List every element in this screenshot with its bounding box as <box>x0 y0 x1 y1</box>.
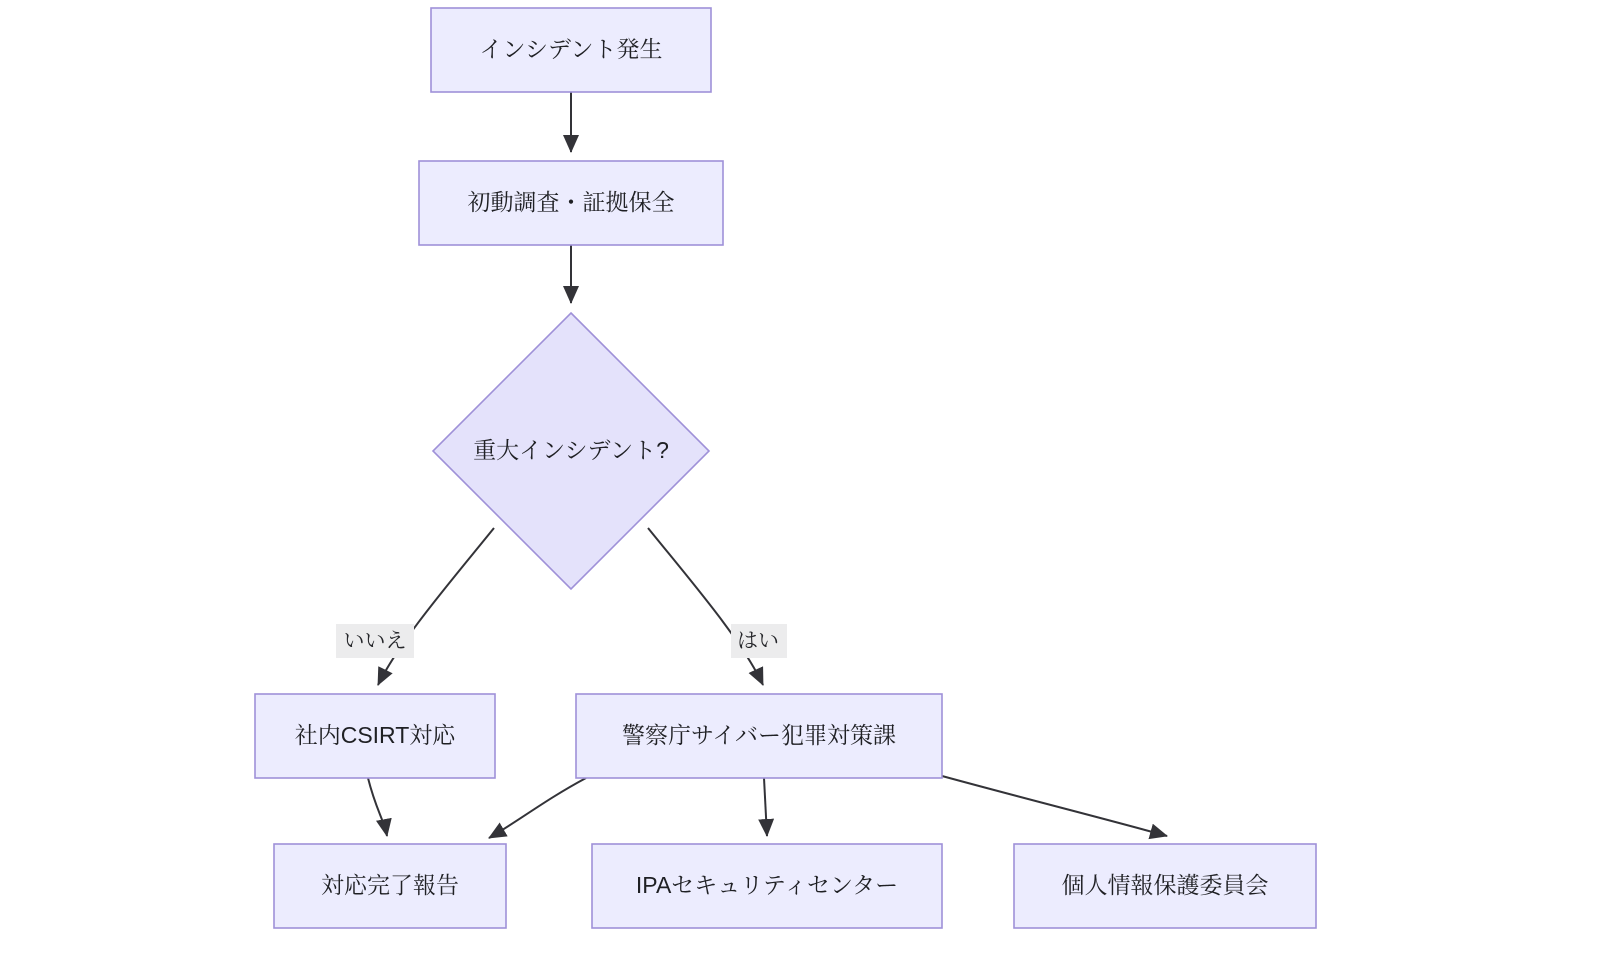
node-label-completion-report: 対応完了報告 <box>321 872 459 899</box>
edge-n5-n7 <box>764 778 767 836</box>
node-label-incident-occurred: インシデント発生 <box>479 36 663 63</box>
node-initial-investigation[interactable] <box>419 161 723 245</box>
node-completion-report[interactable] <box>274 844 506 928</box>
edge-label-yes: はい <box>737 629 779 653</box>
edge-n3-n4-iie <box>378 528 494 685</box>
node-label-major-incident-decision: 重大インシデント? <box>473 437 669 464</box>
node-label-ipa-security-center: IPAセキュリティセンター <box>635 872 899 899</box>
node-incident-occurred[interactable] <box>431 8 711 92</box>
edge-n5-n8 <box>942 776 1167 836</box>
node-label-internal-csirt: 社内CSIRT対応 <box>294 722 456 749</box>
node-label-initial-investigation: 初動調査・証拠保全 <box>467 189 675 216</box>
node-internal-csirt[interactable] <box>255 694 495 778</box>
edge-labels-group <box>336 624 787 658</box>
node-ipa-security-center[interactable] <box>592 844 942 928</box>
edge-n3-n5-hai <box>648 528 763 685</box>
edge-label-no: いいえ <box>343 629 407 653</box>
node-ppc-committee[interactable] <box>1014 844 1316 928</box>
node-label-ppc-committee: 個人情報保護委員会 <box>1061 872 1269 899</box>
node-label-police-cybercrime: 警察庁サイバー犯罪対策課 <box>622 722 896 749</box>
node-police-cybercrime[interactable] <box>576 694 942 778</box>
edge-n4-n6 <box>368 778 387 836</box>
node-major-incident-decision[interactable] <box>433 313 709 589</box>
edge-n5-n6 <box>489 778 586 838</box>
